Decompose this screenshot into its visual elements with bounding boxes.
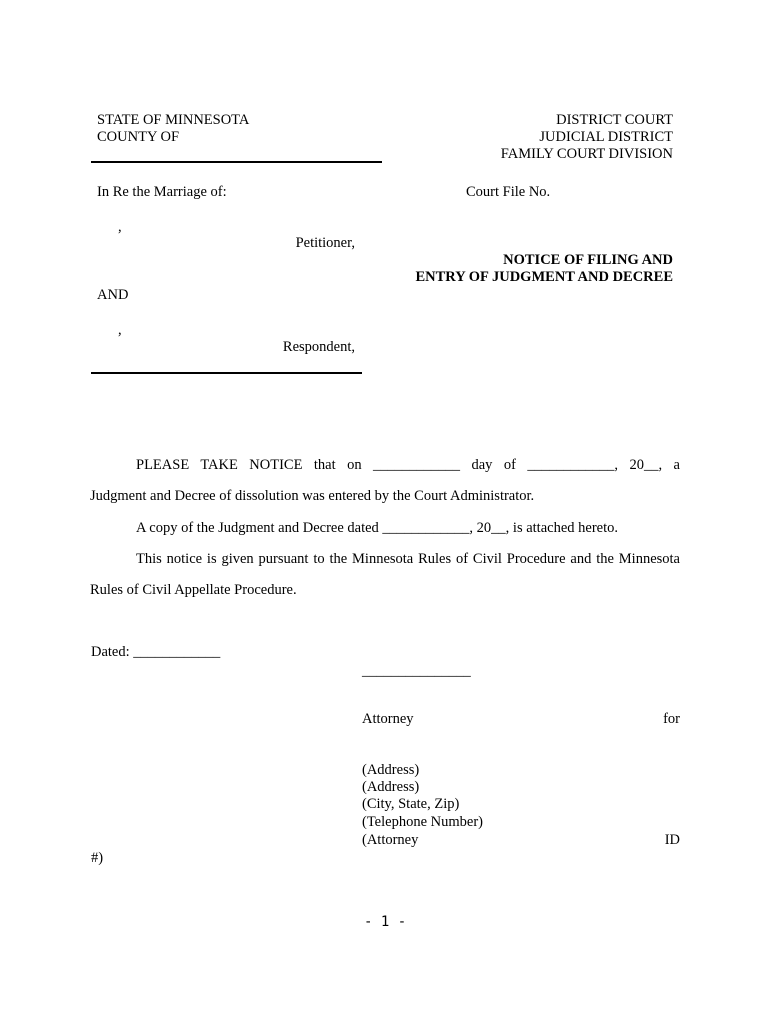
rules-paragraph-line1: This notice is given pursuant to the Minnesota Rules of Civil Procedure and the Minnesota — [136, 551, 680, 567]
address-line1: (Address) — [362, 762, 420, 778]
petitioner-label: Petitioner, — [295, 235, 355, 251]
address-line2: (Address) — [362, 779, 420, 795]
copy-attached-paragraph: A copy of the Judgment and Decree dated ____________, 20__, is attached hereto. — [136, 520, 618, 536]
state-name: STATE OF MINNESOTA — [97, 112, 250, 128]
document-title-line1: NOTICE OF FILING AND — [503, 252, 673, 268]
document-title-line2: ENTRY OF JUDGMENT AND DECREE — [415, 269, 673, 285]
respondent-name-comma: , — [118, 322, 122, 338]
signature-line: _______________ — [362, 663, 471, 679]
notice-paragraph-line2: Judgment and Decree of dissolution was entered by the Court Administrator. — [90, 488, 535, 504]
page-number: - 1 - — [364, 914, 407, 930]
rules-paragraph-line2: Rules of Civil Appellate Procedure. — [90, 582, 297, 598]
and-label: AND — [97, 287, 129, 303]
dated-field: Dated: ____________ — [91, 644, 221, 660]
telephone-number: (Telephone Number) — [362, 814, 483, 830]
caption-divider-top — [91, 161, 382, 163]
id-label: ID — [664, 832, 680, 848]
court-division: FAMILY COURT DIVISION — [500, 146, 673, 162]
judicial-district: JUDICIAL DISTRICT — [539, 129, 673, 145]
petitioner-name-comma: , — [118, 219, 122, 235]
id-number-close: #) — [91, 850, 104, 866]
county-label: COUNTY OF — [97, 129, 180, 145]
notice-paragraph-line1: PLEASE TAKE NOTICE that on ____________ day of ____________, 20__, a — [136, 457, 680, 473]
attorney-id-label: (Attorney — [362, 832, 419, 848]
caption-divider-bottom — [91, 372, 362, 374]
for-label: for — [663, 711, 680, 727]
court-name: DISTRICT COURT — [556, 112, 673, 128]
attorney-label: Attorney — [362, 711, 414, 727]
respondent-label: Respondent, — [282, 339, 355, 355]
city-state-zip: (City, State, Zip) — [362, 796, 460, 812]
court-file-number: Court File No. — [466, 184, 551, 200]
marriage-label: In Re the Marriage of: — [97, 184, 227, 200]
